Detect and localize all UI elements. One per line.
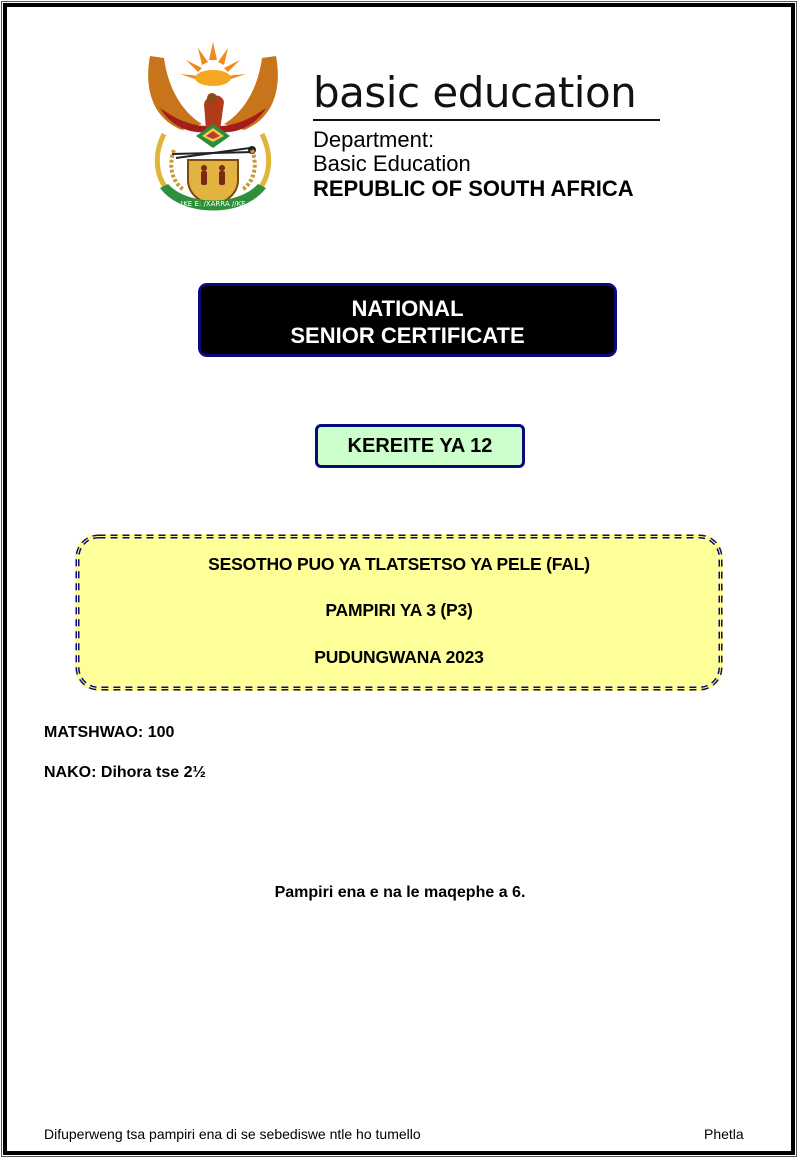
department-label: Department:	[313, 127, 435, 152]
exam-duration: NAKO: Dihora tse 2½	[44, 764, 206, 781]
turn-over-label: Phetla	[704, 1126, 744, 1142]
brand-title: basic education	[313, 68, 637, 117]
subject-panel	[75, 534, 723, 691]
certificate-line-2: SENIOR CERTIFICATE	[290, 323, 525, 348]
certificate-banner	[198, 283, 617, 357]
certificate-line-1: NATIONAL	[351, 296, 464, 321]
grade-label: KEREITE YA 12	[347, 435, 493, 457]
brand-divider	[313, 119, 660, 121]
page-count-note: Pampiri ena e na le maqephe a 6.	[274, 884, 526, 901]
coat-of-arms-icon	[142, 38, 284, 218]
copyright-notice: Difuperweng tsa pampiri ena di se sebediswe ntle ho tumello	[44, 1126, 421, 1142]
exam-session: PUDUNGWANA 2023	[314, 647, 484, 667]
grade-badge	[315, 424, 525, 468]
motto-text: !KE E: /XARRA //KE	[180, 200, 246, 208]
subject-name: SESOTHO PUO YA TLATSETSO YA PELE (FAL)	[208, 554, 590, 574]
country-name: REPUBLIC OF SOUTH AFRICA	[313, 176, 634, 201]
paper-number: PAMPIRI YA 3 (P3)	[325, 600, 473, 620]
department-name: Basic Education	[313, 151, 471, 176]
total-marks: MATSHWAO: 100	[44, 724, 175, 741]
